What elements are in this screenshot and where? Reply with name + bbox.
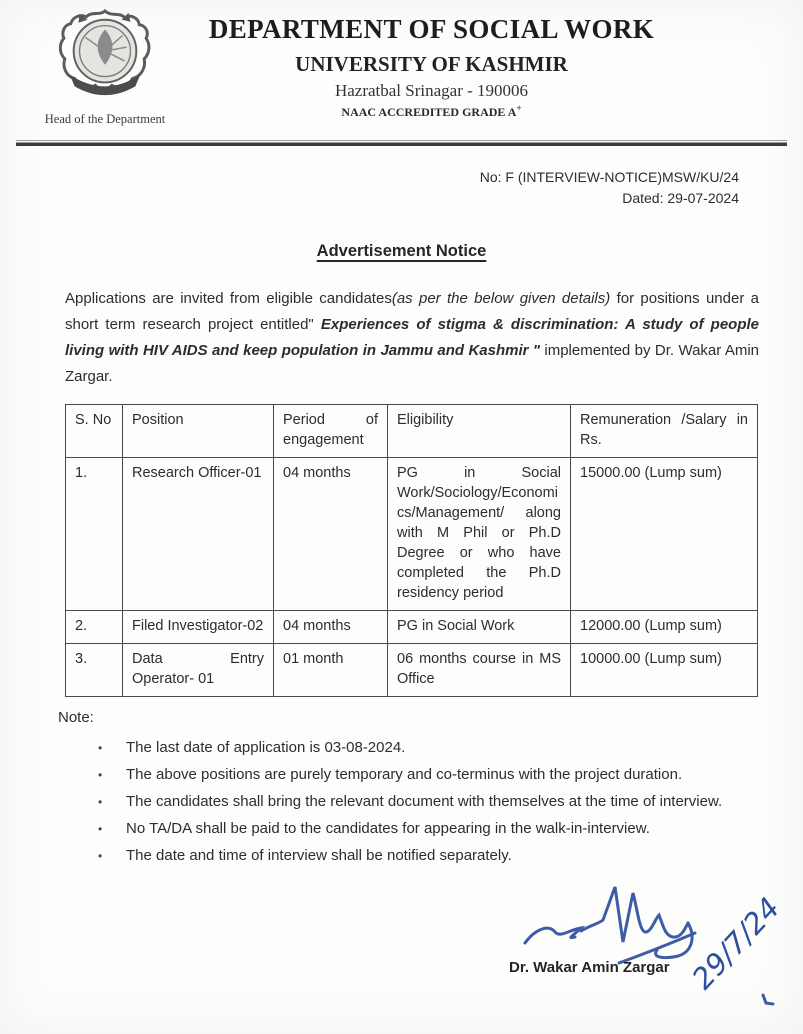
letterhead-left <box>30 8 180 127</box>
table-header-row <box>66 405 758 458</box>
header-divider <box>16 140 787 146</box>
table-cell: 3. <box>66 644 123 697</box>
table-cell: Filed Investigator-02 <box>123 611 274 644</box>
bullet-item <box>98 735 763 761</box>
intro-paragraph <box>65 286 759 390</box>
table-cell: 1. <box>66 458 123 611</box>
intro-mid: for positions under a short term research project entitled" <box>65 290 759 333</box>
header-cell-eligibility: Eligibility <box>388 405 571 458</box>
university-seal-logo <box>56 89 154 106</box>
table-cell: 2. <box>66 611 123 644</box>
notice-title: Advertisement Notice <box>316 242 487 260</box>
table-row <box>66 644 758 697</box>
table-cell: 04 months <box>274 458 388 611</box>
table-cell: Research Officer-01 <box>123 458 274 611</box>
signature-date-scribble: 29/7/24 <box>685 890 787 996</box>
bullet-item <box>98 762 763 788</box>
bullet-text: The candidates shall bring the relevant document with themselves at the time of interview. <box>126 793 723 810</box>
table-cell: 10000.00 (Lump sum) <box>571 644 758 697</box>
bullet-dot-icon: • <box>98 741 103 755</box>
university-address: Hazratbal Srinagar - 190006 <box>334 81 529 100</box>
intro-lead: Applications are invited from eligible candidates <box>65 290 392 307</box>
reference-block <box>0 167 803 209</box>
head-of-department-caption: Head of the Department <box>44 112 166 126</box>
bullet-text: No TA/DA shall be paid to the candidates for appearing in the walk-in-interview. <box>126 820 650 837</box>
table-cell: Data Entry Operator- 01 <box>123 644 274 697</box>
header-cell-remuneration: Remuneration /Salary in Rs. <box>571 405 758 458</box>
bullet-dot-icon: • <box>98 849 103 863</box>
table-row <box>66 458 758 611</box>
university-name: UNIVERSITY OF KASHMIR <box>295 52 568 76</box>
note-bullet-list <box>58 735 763 869</box>
reference-date: Dated: 29-07-2024 <box>622 190 739 206</box>
table-cell: 15000.00 (Lump sum) <box>571 458 758 611</box>
table-cell: PG in Social Work/Sociology/Economics/Management/ along with M Phil or Ph.D Degree or who have completed the Ph.D residency period <box>388 458 571 611</box>
header-cell-sno: S. No <box>66 405 123 458</box>
bullet-text: The date and time of interview shall be notified separately. <box>126 847 512 864</box>
bullet-item <box>98 843 763 869</box>
bullet-dot-icon: • <box>98 822 103 836</box>
bullet-dot-icon: • <box>98 795 103 809</box>
intro-project-title: Experiences of stigma & discrimination: A study of people living with HIV AIDS and keep population in Jammu and Kashmir " <box>65 316 759 359</box>
header-cell-period: Period of engagement <box>274 405 388 458</box>
signature-ink-icon <box>491 879 791 1017</box>
positions-table <box>65 404 758 697</box>
table-cell: 04 months <box>274 611 388 644</box>
table-cell: 12000.00 (Lump sum) <box>571 611 758 644</box>
reference-number: No: F (INTERVIEW-NOTICE)MSW/KU/24 <box>479 169 739 185</box>
note-label: Note: <box>58 709 94 726</box>
letterhead <box>0 0 803 127</box>
intro-tail: implemented by Dr. Wakar Amin Zargar. <box>65 342 759 385</box>
table-cell: 01 month <box>274 644 388 697</box>
intro-parenthetical: (as per the below given details) <box>391 290 611 307</box>
bullet-dot-icon: • <box>98 768 103 782</box>
naac-accreditation: NAAC ACCREDITED GRADE A+ <box>341 103 522 119</box>
signature-block <box>491 879 791 1017</box>
bullet-text: The above positions are purely temporary and co-terminus with the project duration. <box>126 766 683 783</box>
bullet-item <box>98 789 763 815</box>
table-row <box>66 611 758 644</box>
table-cell: PG in Social Work <box>388 611 571 644</box>
bullet-item <box>98 816 763 842</box>
note-section <box>58 707 763 869</box>
signatory-name: Dr. Wakar Amin Zargar <box>509 959 670 976</box>
bullet-text: The last date of application is 03-08-2024. <box>126 739 406 756</box>
letterhead-center <box>180 8 783 127</box>
header-cell-position: Position <box>123 405 274 458</box>
department-title: DEPARTMENT OF SOCIAL WORK <box>208 14 655 44</box>
table-cell: 06 months course in MS Office <box>388 644 571 697</box>
